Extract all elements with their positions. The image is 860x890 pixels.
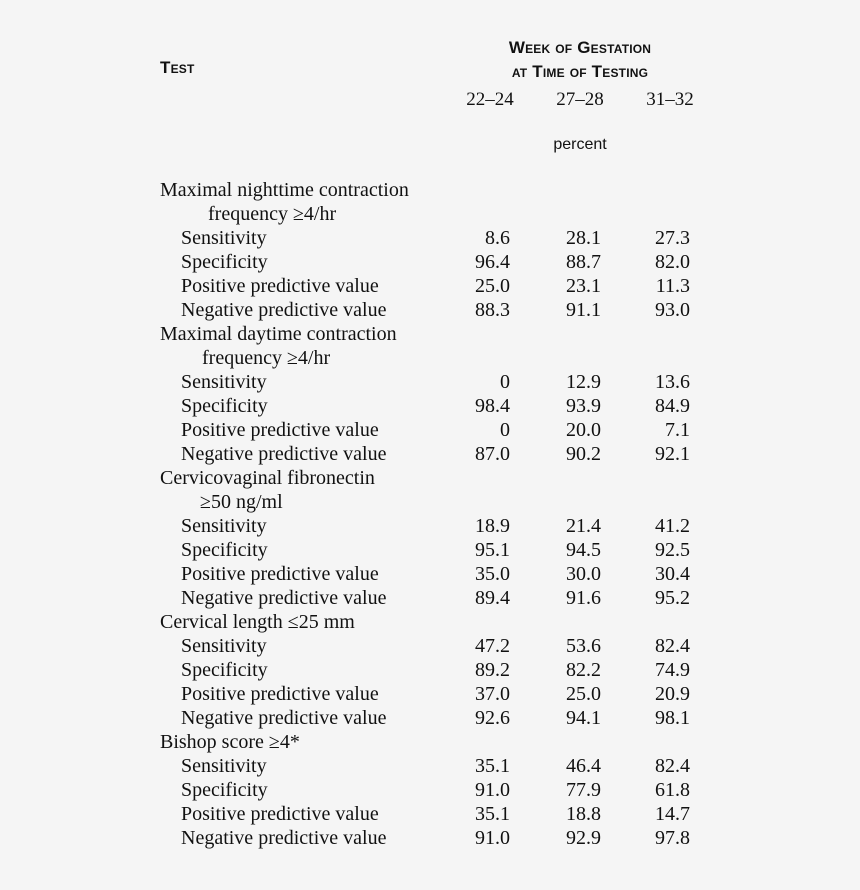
metric-label: Negative predictive value — [181, 587, 387, 609]
value-cell: 25.0 — [566, 683, 601, 705]
table-row — [0, 754, 860, 778]
value-cell: 82.2 — [566, 659, 601, 681]
table-row — [0, 634, 860, 658]
value-cell: 27.3 — [655, 227, 690, 249]
table-row — [0, 826, 860, 850]
unit-label: percent — [553, 136, 607, 153]
group-title: ≥50 ng/ml — [200, 491, 283, 513]
value-cell: 35.1 — [475, 803, 510, 825]
value-cell: 0 — [500, 371, 510, 393]
value-cell: 94.1 — [566, 707, 601, 729]
group-title: Cervical length ≤25 mm — [160, 611, 355, 633]
value-cell: 30.0 — [566, 563, 601, 585]
table-row — [0, 778, 860, 802]
value-cell: 92.5 — [655, 539, 690, 561]
value-cell: 82.4 — [655, 635, 690, 657]
group-title-row — [0, 322, 860, 346]
table-row — [0, 586, 860, 610]
value-cell: 88.3 — [475, 299, 510, 321]
metric-label: Specificity — [181, 659, 268, 681]
table-row — [0, 274, 860, 298]
value-cell: 8.6 — [485, 227, 510, 249]
value-cell: 97.8 — [655, 827, 690, 849]
table-row — [0, 514, 860, 538]
table-row — [0, 418, 860, 442]
value-cell: 25.0 — [475, 275, 510, 297]
value-cell: 47.2 — [475, 635, 510, 657]
value-cell: 46.4 — [566, 755, 601, 777]
test-column-header: Test — [160, 58, 195, 77]
table-body — [0, 178, 860, 850]
metric-label: Specificity — [181, 395, 268, 417]
value-cell: 91.6 — [566, 587, 601, 609]
value-cell: 94.5 — [566, 539, 601, 561]
table-row — [0, 442, 860, 466]
value-cell: 41.2 — [655, 515, 690, 537]
value-cell: 61.8 — [655, 779, 690, 801]
value-cell: 92.6 — [475, 707, 510, 729]
group-title: Maximal daytime contraction — [160, 323, 397, 345]
value-cell: 35.0 — [475, 563, 510, 585]
metric-label: Sensitivity — [181, 227, 267, 249]
metric-label: Negative predictive value — [181, 827, 387, 849]
group-title-row — [0, 202, 860, 226]
metric-label: Negative predictive value — [181, 443, 387, 465]
value-cell: 93.9 — [566, 395, 601, 417]
group-title-row — [0, 466, 860, 490]
value-cell: 91.0 — [475, 779, 510, 801]
value-cell: 23.1 — [566, 275, 601, 297]
metric-label: Negative predictive value — [181, 299, 387, 321]
value-cell: 21.4 — [566, 515, 601, 537]
metric-label: Positive predictive value — [181, 275, 379, 297]
table-row — [0, 538, 860, 562]
metric-label: Positive predictive value — [181, 803, 379, 825]
value-cell: 53.6 — [566, 635, 601, 657]
table-row — [0, 802, 860, 826]
value-cell: 89.4 — [475, 587, 510, 609]
group-title-row — [0, 610, 860, 634]
metric-label: Positive predictive value — [181, 683, 379, 705]
value-cell: 90.2 — [566, 443, 601, 465]
value-cell: 18.8 — [566, 803, 601, 825]
value-cell: 93.0 — [655, 299, 690, 321]
value-cell: 77.9 — [566, 779, 601, 801]
value-cell: 91.1 — [566, 299, 601, 321]
value-cell: 11.3 — [655, 275, 690, 297]
table-row — [0, 250, 860, 274]
group-title-row — [0, 346, 860, 370]
value-cell: 30.4 — [655, 563, 690, 585]
metric-label: Specificity — [181, 779, 268, 801]
metric-label: Specificity — [181, 251, 268, 273]
metric-label: Sensitivity — [181, 515, 267, 537]
value-cell: 92.1 — [655, 443, 690, 465]
value-cell: 92.9 — [566, 827, 601, 849]
value-cell: 96.4 — [475, 251, 510, 273]
table-row — [0, 706, 860, 730]
value-cell: 20.0 — [566, 419, 601, 441]
week-header-line1: Week of Gestation — [508, 38, 652, 57]
value-cell: 88.7 — [566, 251, 601, 273]
value-cell: 35.1 — [475, 755, 510, 777]
value-cell: 98.1 — [655, 707, 690, 729]
value-cell: 84.9 — [655, 395, 690, 417]
group-title-row — [0, 490, 860, 514]
value-cell: 28.1 — [566, 227, 601, 249]
table-row — [0, 658, 860, 682]
group-title: Cervicovaginal fibronectin — [160, 467, 375, 489]
value-cell: 12.9 — [566, 371, 601, 393]
week-header-line2: at Time of Testing — [511, 62, 649, 81]
metric-label: Sensitivity — [181, 755, 267, 777]
metric-label: Sensitivity — [181, 371, 267, 393]
table-row — [0, 562, 860, 586]
table-row — [0, 226, 860, 250]
metric-label: Positive predictive value — [181, 563, 379, 585]
value-cell: 89.2 — [475, 659, 510, 681]
group-title: frequency ≥4/hr — [208, 203, 337, 225]
group-title: Maximal nighttime contraction — [160, 179, 409, 201]
group-title: Bishop score ≥4* — [160, 731, 300, 753]
table-row — [0, 682, 860, 706]
table-row — [0, 394, 860, 418]
value-cell: 14.7 — [655, 803, 690, 825]
value-cell: 13.6 — [655, 371, 690, 393]
value-cell: 82.4 — [655, 755, 690, 777]
metric-label: Negative predictive value — [181, 707, 387, 729]
value-cell: 82.0 — [655, 251, 690, 273]
value-cell: 20.9 — [655, 683, 690, 705]
value-cell: 95.2 — [655, 587, 690, 609]
column-head-27-28: 27–28 — [556, 89, 604, 110]
table-row — [0, 298, 860, 322]
value-cell: 74.9 — [655, 659, 690, 681]
metric-label: Positive predictive value — [181, 419, 379, 441]
value-cell: 0 — [500, 419, 510, 441]
value-cell: 91.0 — [475, 827, 510, 849]
value-cell: 87.0 — [475, 443, 510, 465]
metric-label: Sensitivity — [181, 635, 267, 657]
metric-label: Specificity — [181, 539, 268, 561]
value-cell: 18.9 — [475, 515, 510, 537]
group-title-row — [0, 730, 860, 754]
table-row — [0, 370, 860, 394]
week-of-gestation-header — [454, 36, 706, 84]
group-title-row — [0, 178, 860, 202]
column-head-22-24: 22–24 — [466, 89, 514, 110]
column-head-31-32: 31–32 — [646, 89, 694, 110]
value-cell: 7.1 — [665, 419, 690, 441]
group-title: frequency ≥4/hr — [202, 347, 331, 369]
value-cell: 98.4 — [475, 395, 510, 417]
value-cell: 37.0 — [475, 683, 510, 705]
value-cell: 95.1 — [475, 539, 510, 561]
